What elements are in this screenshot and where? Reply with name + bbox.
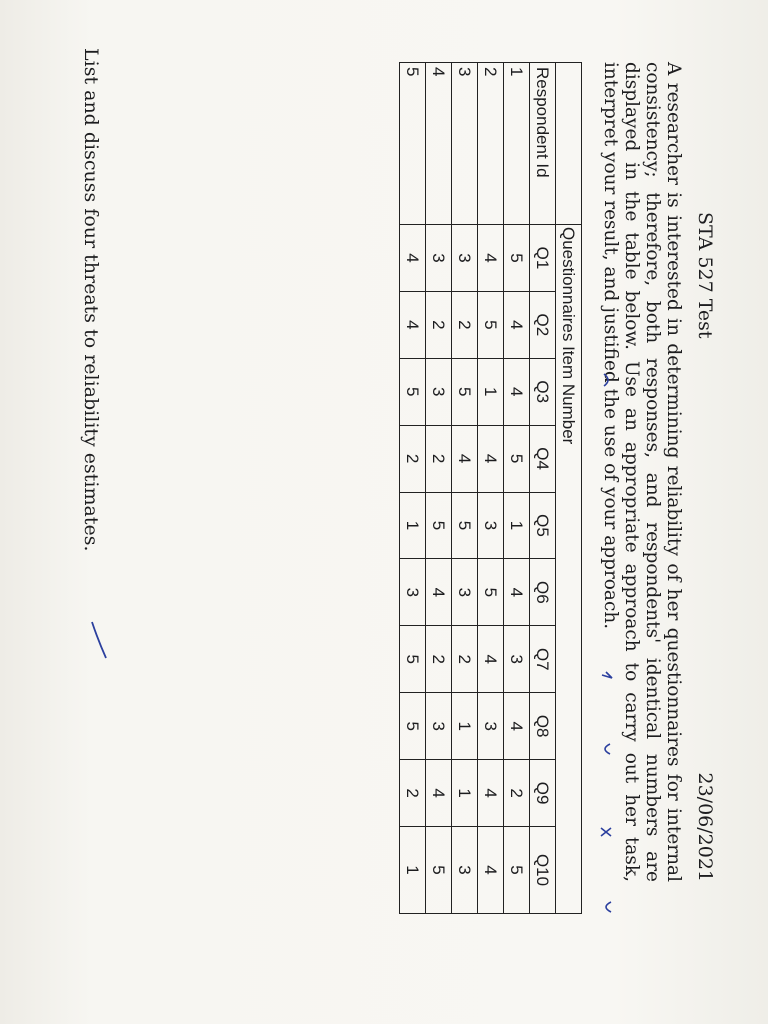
table-cell: 5 — [400, 358, 426, 425]
respondent-id-header: Respondent Id — [530, 63, 556, 225]
table-cell: 1 — [400, 492, 426, 559]
respondent-id: 3 — [452, 63, 478, 225]
table-cell: 4 — [400, 225, 426, 292]
table-cell: 3 — [426, 225, 452, 292]
pen-annotation-marks — [598, 354, 618, 934]
table-cell: 3 — [478, 492, 504, 559]
table-cell: 4 — [504, 291, 530, 358]
second-question: List and discuss four threats to reliability estimates. — [80, 48, 102, 552]
table-cell: 4 — [452, 425, 478, 492]
item-header: Q4 — [530, 425, 556, 492]
table-cell: 1 — [452, 760, 478, 827]
item-header: Q7 — [530, 626, 556, 693]
table-header-row — [530, 63, 556, 914]
table-cell: 4 — [426, 760, 452, 827]
table-row — [452, 63, 478, 914]
item-header: Q8 — [530, 693, 556, 760]
pen-tick-mark — [86, 620, 110, 660]
table-cell: 5 — [452, 358, 478, 425]
respondent-id: 1 — [504, 63, 530, 225]
item-header: Q9 — [530, 760, 556, 827]
item-header: Q10 — [530, 827, 556, 914]
table-cell: 4 — [478, 425, 504, 492]
table-row — [478, 63, 504, 914]
table-cell: 5 — [478, 291, 504, 358]
table-cell: 4 — [400, 291, 426, 358]
table-cell: 4 — [478, 827, 504, 914]
table-cell: 3 — [478, 693, 504, 760]
respondent-id: 4 — [426, 63, 452, 225]
table-cell: 5 — [400, 626, 426, 693]
table-cell: 2 — [504, 760, 530, 827]
items-group-header: Questionnaires Item Number — [556, 225, 582, 914]
table-cell: 4 — [478, 760, 504, 827]
item-header: Q1 — [530, 225, 556, 292]
respondent-id: 5 — [400, 63, 426, 225]
item-header: Q5 — [530, 492, 556, 559]
table-cell: 2 — [426, 291, 452, 358]
table-cell: 5 — [504, 827, 530, 914]
table-cell: 2 — [452, 291, 478, 358]
table-cell: 3 — [400, 559, 426, 626]
table-row — [400, 63, 426, 914]
course-title: STA 527 Test — [694, 212, 716, 339]
table-cell: 1 — [452, 693, 478, 760]
table-cell: 5 — [400, 693, 426, 760]
item-header: Q3 — [530, 358, 556, 425]
table-cell: 1 — [504, 492, 530, 559]
test-date: 23/06/2021 — [694, 772, 716, 882]
table-cell: 3 — [426, 693, 452, 760]
respondent-id: 2 — [478, 63, 504, 225]
table-cell: 4 — [478, 626, 504, 693]
table-cell: 2 — [400, 760, 426, 827]
table-cell: 2 — [452, 626, 478, 693]
table-cell: 3 — [426, 358, 452, 425]
table-cell: 3 — [452, 225, 478, 292]
table-cell: 4 — [504, 358, 530, 425]
table-cell: 2 — [426, 626, 452, 693]
document-header — [686, 212, 716, 882]
item-header: Q6 — [530, 559, 556, 626]
table-cell: 5 — [426, 492, 452, 559]
table-group-header-row — [556, 63, 582, 914]
table-corner-cell — [556, 63, 582, 225]
table-cell: 4 — [504, 693, 530, 760]
table-cell: 5 — [504, 425, 530, 492]
table-cell: 4 — [478, 225, 504, 292]
item-header: Q2 — [530, 291, 556, 358]
table-cell: 5 — [504, 225, 530, 292]
table-row — [426, 63, 452, 914]
table-cell: 5 — [426, 827, 452, 914]
question-paragraph: A researcher is interested in determining reliability of her questionnaires for internal consistency; therefore, both responses, and respondents' identical numbers are displayed in the table below. Use an appropriate approach to carry out her task, interpret your result, and justified the use of your approach. — [600, 62, 684, 882]
table-cell: 3 — [452, 559, 478, 626]
questionnaire-table — [399, 62, 582, 914]
table-cell: 2 — [426, 425, 452, 492]
table-cell: 5 — [478, 559, 504, 626]
table-cell: 2 — [400, 425, 426, 492]
table-cell: 1 — [400, 827, 426, 914]
table-cell: 5 — [452, 492, 478, 559]
table-cell: 3 — [504, 626, 530, 693]
table-cell: 4 — [426, 559, 452, 626]
table-row — [504, 63, 530, 914]
table-cell: 1 — [478, 358, 504, 425]
table-cell: 3 — [452, 827, 478, 914]
table-cell: 4 — [504, 559, 530, 626]
